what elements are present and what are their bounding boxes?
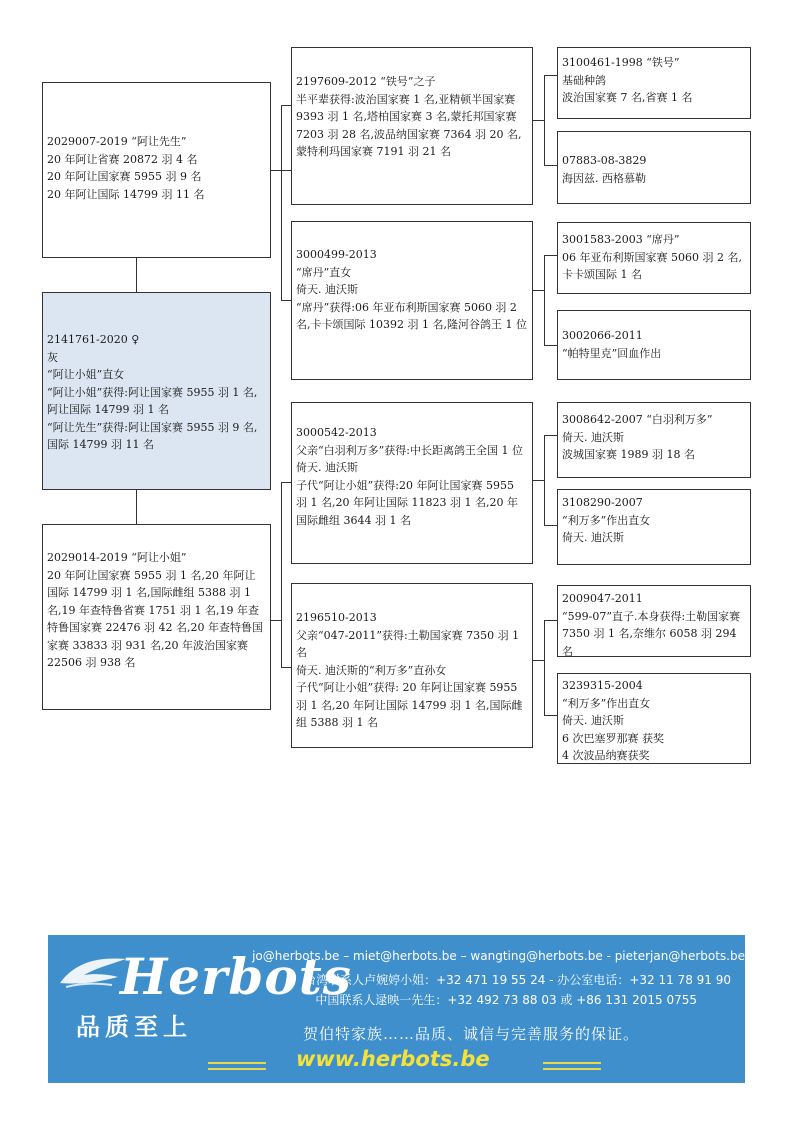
subject-line: “阿让小姐”获得:阿让国家赛 5955 羽 1 名,阿让国际 14799 羽 1 名 (47, 385, 258, 416)
ssd-line: 07883-08-3829 (562, 154, 647, 167)
sire-box (42, 82, 271, 258)
divider-left (208, 1068, 266, 1070)
connector-line (544, 435, 557, 436)
connector-line (544, 715, 557, 716)
dss-line: 波城国家赛 1989 羽 18 名 (562, 448, 695, 461)
dss-box (557, 402, 751, 478)
connector-line (136, 489, 137, 525)
sire-sire-line: 2197609-2012 “铁号”之子 (296, 75, 436, 88)
connector-line (544, 620, 545, 715)
connector-line (544, 345, 557, 346)
dds-line: “599-07”直子.本身获得:土勒国家赛 7350 羽 1 名,奈维尔 6058 羽 294 名 (562, 609, 741, 657)
divider-right (543, 1062, 601, 1064)
dam-line: 2029014-2019 “阿让小姐” (47, 551, 187, 564)
ddd-line: 倚天. 迪沃斯 (562, 714, 624, 727)
dam-sire-line: 3000542-2013 (296, 426, 377, 439)
dsd-line: 3108290-2007 (562, 496, 643, 509)
sire-sire-line: 半平辈获得:波治国家赛 1 名,亚精顿半国家赛 9393 羽 1 名,塔柏国家赛 3 名,蒙托邦国家赛 7203 羽 28 名,波品纳国家赛 7364 羽 20 名,蒙特利玛国家赛 7191 羽 21 名 (296, 92, 522, 158)
dsd-line: “利万多”作出直女 (562, 513, 651, 527)
divider-left (208, 1062, 266, 1064)
sire-line: 20 年阿让国家赛 5955 羽 9 名 (47, 170, 202, 183)
sire-dam-line: “席丹”获得:06 年亚布利斯国家赛 5060 羽 2 名,卡卡颂国际 10392 羽 1 名,隆河谷鸽王 1 位 (296, 300, 527, 331)
sire-dam-line: “席丹”直女 (296, 265, 352, 279)
connector-line (281, 482, 282, 667)
herbots-logo: Herbots (120, 947, 352, 1006)
subject-line: 灰 (47, 350, 58, 364)
divider-right (543, 1068, 601, 1070)
dam-sire-box (291, 402, 533, 564)
website-link[interactable]: www.herbots.be (296, 1047, 490, 1071)
sdd-line: 3002066-2011 (562, 329, 643, 342)
subject-line: “阿让先生”获得:阿让国家赛 5955 羽 9 名,国际 14799 羽 11 名 (47, 420, 258, 451)
sss-line: 基础种鸽 (562, 73, 606, 87)
connector-line (544, 620, 557, 621)
connector-line (281, 105, 291, 106)
sire-dam-box (291, 221, 533, 380)
sire-dam-line: 倚天. 迪沃斯 (296, 283, 358, 296)
connector-line (136, 257, 137, 293)
connector-line (533, 120, 544, 121)
ddd-line: 6 次巴塞罗那赛 获奖 (562, 731, 664, 745)
taiwan-contact: 台湾联系人卢婉婷小姐：+32 471 19 55 24 - 办公室电话：+32 11 78 91 90 (304, 973, 731, 987)
sdd-line: “帕特里克”回血作出 (562, 346, 662, 360)
connector-line (544, 75, 545, 165)
sss-box (557, 47, 751, 119)
dam-sire-line: 子代“阿让小姐”获得:20 年阿让国家赛 5955 羽 1 名,20 年阿让国际 11823 羽 1 名,20 年国际雌组 3644 羽 1 名 (296, 478, 518, 527)
dds-box (557, 585, 751, 657)
dam-dam-box (291, 583, 533, 748)
dam-dam-line: 倚天. 迪沃斯的“利万多”直孙女 (296, 663, 447, 677)
dam-sire-line: 倚天. 迪沃斯 (296, 461, 358, 474)
connector-line (533, 290, 544, 291)
connector-line (544, 255, 557, 256)
connector-line (544, 525, 557, 526)
connector-line (281, 667, 291, 668)
subject-box (42, 292, 271, 490)
sss-line: 3100461-1998 “铁号” (562, 56, 680, 69)
ddd-line: 3239315-2004 (562, 679, 643, 692)
dss-line: 3008642-2007 “白羽利万多” (562, 413, 713, 426)
dsd-box (557, 489, 751, 565)
connector-line (281, 482, 291, 483)
china-contact: 中国联系人逯映一先生：+32 492 73 88 03 或 +86 131 2015 0755 (315, 993, 697, 1007)
sire-line: 20 年阿让省赛 20872 羽 4 名 (47, 152, 198, 166)
dam-dam-line: 2196510-2013 (296, 611, 377, 624)
dam-box (42, 524, 271, 710)
dam-line: 20 年阿让国家赛 5955 羽 1 名,20 年阿让国际 14799 羽 1 名,国际雌组 5388 羽 1 名,19 年查特鲁省赛 1751 羽 1 名,19 年查特鲁国家赛 22476 羽 42 名,20 年查特鲁国家赛 33833 羽 931 名,20 年波治国家赛 22506 羽 938 名 (47, 568, 263, 669)
dsd-line: 倚天. 迪沃斯 (562, 531, 624, 544)
connector-line (544, 165, 557, 166)
connector-line (533, 660, 544, 661)
dam-sire-line: 父亲“白羽利万多”获得:中长距离鸽王全国 1 位 (296, 443, 523, 457)
connector-line (544, 435, 545, 525)
ssd-box (557, 131, 751, 204)
email-list[interactable]: jo@herbots.be – miet@herbots.be – wangting@herbots.be - pieterjan@herbots.be (252, 949, 745, 963)
subject-line: 2141761-2020 ♀ (47, 333, 140, 346)
ddd-line: 4 次波品纳赛获奖 (562, 749, 650, 762)
connector-line (281, 300, 291, 301)
sds-line: 06 年亚布利斯国家赛 5060 羽 2 名,卡卡颂国际 1 名 (562, 250, 742, 281)
herbots-banner (48, 935, 745, 1083)
ddd-box (557, 673, 751, 764)
ssd-line: 海因兹. 西格慕勒 (562, 171, 646, 185)
connector-line (270, 620, 281, 621)
connector-line (281, 105, 282, 300)
sds-line: 3001583-2003 “席丹” (562, 233, 680, 246)
dss-line: 倚天. 迪沃斯 (562, 430, 624, 444)
sire-line: 2029007-2019 “阿让先生” (47, 135, 187, 148)
sire-dam-line: 3000499-2013 (296, 248, 377, 261)
dds-line: 2009047-2011 (562, 592, 643, 605)
sss-line: 波治国家赛 7 名,省赛 1 名 (562, 91, 693, 104)
subject-line: “阿让小姐”直女 (47, 368, 125, 381)
connector-line (533, 480, 544, 481)
sire-sire-box (291, 47, 533, 205)
sire-line: 20 年阿让国际 14799 羽 11 名 (47, 187, 205, 201)
slogan: 贺伯特家族……品质、诚信与完善服务的保证。 (303, 1025, 640, 1043)
ddd-line: “利万多”作出直女 (562, 696, 651, 710)
sdd-box (557, 310, 751, 380)
dam-dam-line: 父亲“047-2011”获得:土勒国家赛 7350 羽 1 名 (296, 628, 520, 659)
dam-dam-line: 子代“阿让小姐”获得: 20 年阿让国家赛 5955 羽 1 名,20 年阿让国际 14799 羽 1 名,国际雌组 5388 羽 1 名 (296, 681, 523, 729)
connector-line (544, 255, 545, 345)
tagline: 品质至上 (76, 1013, 192, 1041)
connector-line (544, 75, 557, 76)
sds-box (557, 222, 751, 294)
